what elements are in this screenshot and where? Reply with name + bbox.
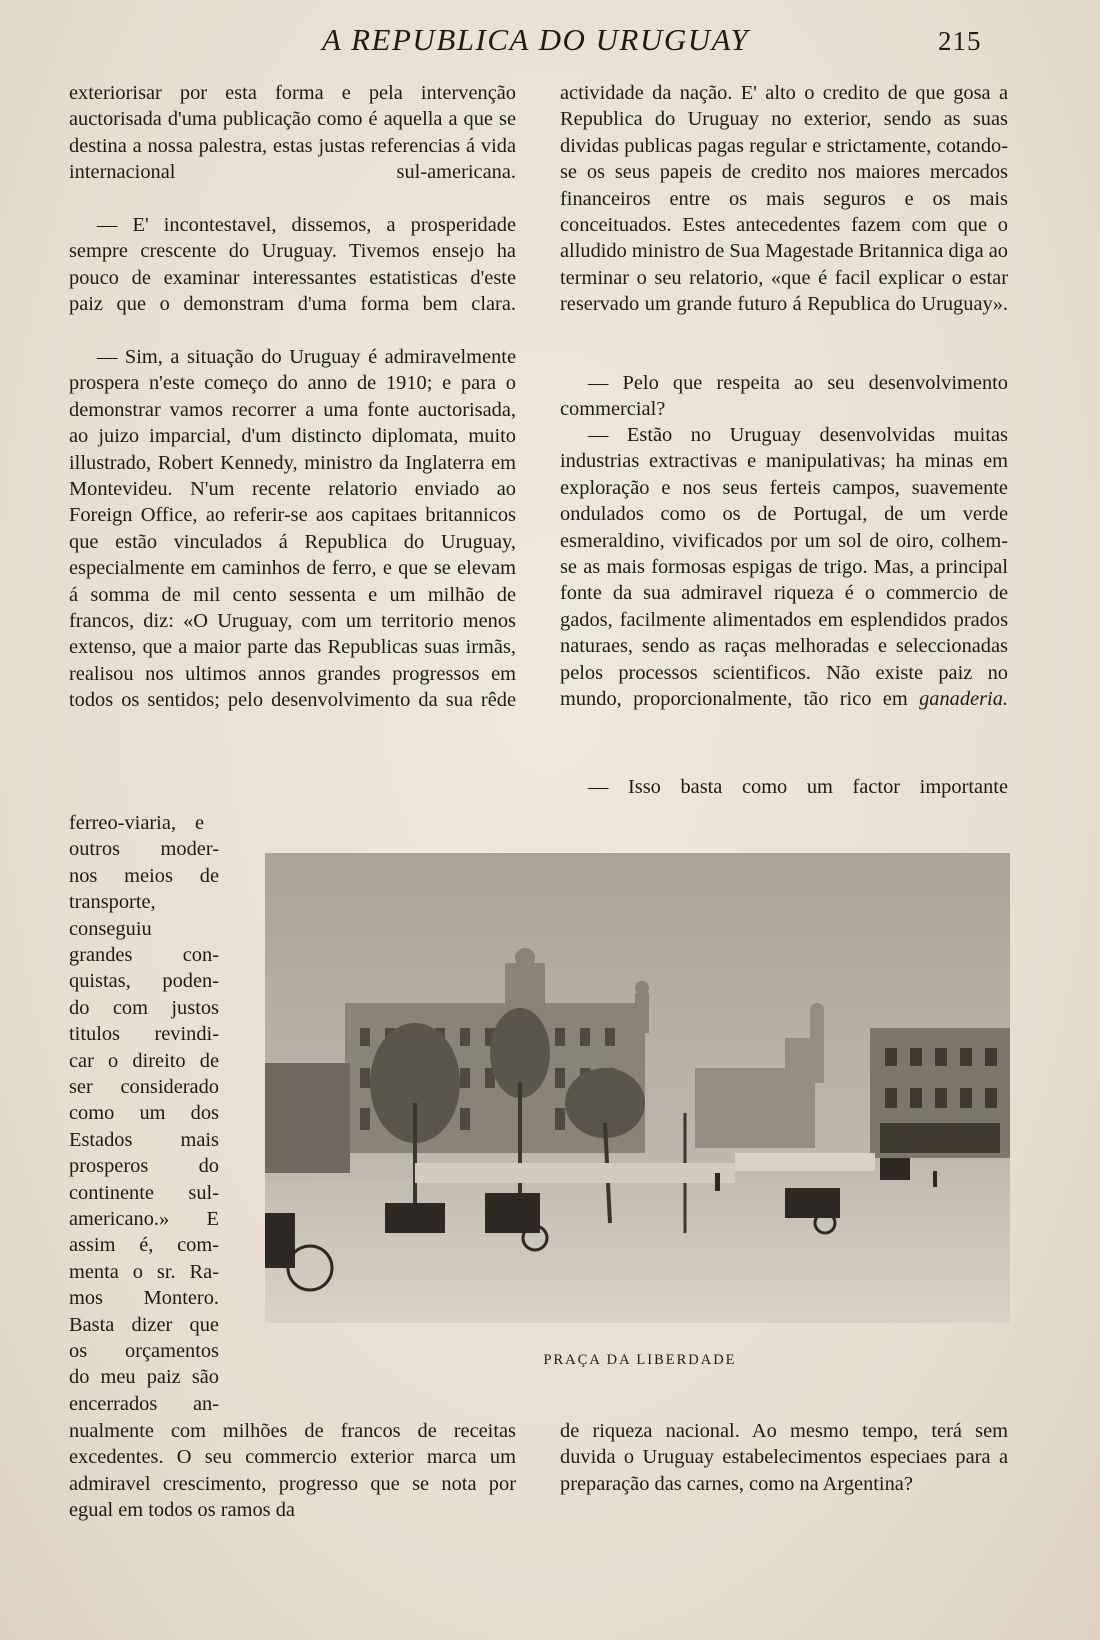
narrow-column-line: do com justos — [69, 996, 219, 1019]
right-paragraph-2: — Pelo que respeita ao seu desenvolvimento commercial? — [560, 372, 1008, 421]
narrow-column-line: Basta dizer que — [69, 1313, 219, 1336]
narrow-column-line: Estados mais — [69, 1128, 219, 1151]
narrow-column-line: titulos revindi- — [69, 1023, 219, 1046]
page-number: 215 — [938, 26, 982, 56]
narrow-column-line: assim é, com- — [69, 1234, 219, 1257]
left-paragraph-4: nualmente com milhões de francos de receitas excedentes. O seu commercio exterior marca um admiravel crescimento, progresso que se nota por egual em todos os ramos da — [69, 1420, 516, 1522]
narrow-column-line: transporte, — [69, 891, 156, 914]
narrow-column-line: como um dos — [69, 1102, 219, 1125]
right-paragraph-3: — Estão no Uruguay desenvolvidas muitas industrias extractivas e manipulativas; ha minas em exploração e nos seus ferteis campos, suavemente ondulados como os de Portugal, de um verde esmeraldino, vivificados por um sol de oiro, colhem-se as mais formosas espigas de trigo. Mas, a principal fonte da sua admiravel riqueza é o commercio de gados, facilmente alimentados em esplendidos prados naturaes, sendo as raças melhoradas e seleccionadas pelos processos scientificos. Não existe paiz no mundo, proporcionalmente, tão rico em ganaderia. — [560, 424, 1008, 711]
right-paragraph-1: actividade da nação. E' alto o credito de que gosa a Republica do Uruguay no exterior, sendo as suas dividas publicas pagas regular e strictamente, cotando-se os seus papeis de credito nos maiores mercados financeiros entre os mais seguros e os mais conceituados. Estes antecedentes fazem com que o alludido ministro de Sua Magestade Britannica diga ao terminar o seu relatorio, «que é facil explicar o estar reservado um grande futuro á Republica do Uruguay». — [560, 82, 1008, 316]
narrow-column-line: nos meios de — [69, 864, 219, 887]
narrow-column-line: grandes con- — [69, 944, 219, 966]
narrow-column-line: os orçamentos — [69, 1340, 219, 1362]
narrow-column-line: continente sul- — [69, 1181, 219, 1204]
running-title: A REPUBLICA DO URUGUAY — [322, 22, 750, 57]
narrow-column-line: mos Montero. — [69, 1287, 219, 1310]
right-paragraph-5: de riqueza nacional. Ao mesmo tempo, terá sem duvida o Uruguay estabelecimentos especiaes para a preparação das carnes, como na Argentina? — [560, 1420, 1008, 1495]
narrow-column-line: outros moder- — [69, 838, 219, 861]
narrow-column-line: prosperos do — [69, 1155, 219, 1178]
page-header — [0, 18, 1100, 68]
left-paragraph-3: — Sim, a situação do Uruguay é admiravelmente prospera n'este começo do anno de 1910; e para o demonstrar vamos recorrer a uma fonte auctorisada, ao juizo imparcial, d'um distincto diplomata, muito illustrado, Robert Kennedy, ministro da Inglaterra em Montevideu. N'um recente relatorio enviado ao Foreign Office, ao referir-se aos capitaes britannicos que estão vinculados á Republica do Uruguay, especialmente em caminhos de ferro, e que se elevam á somma de mil cento sessenta e um milhão de francos, diz: «O Uruguay, com um territorio menos extenso, que a maior parte das Republicas suas irmãs, realisou nos ultimos annos grandes progressos em todos os sentidos; pelo desenvolvimento da sua rêde — [69, 346, 516, 712]
narrow-column-line: americano.» E — [69, 1208, 219, 1230]
left-paragraph-1: exteriorisar por esta forma e pela intervenção auctorisada d'uma publicação como é aquella a que se destina a nossa palestra, estas justas referencias á vida internacional sul-americana. — [69, 82, 516, 184]
left-paragraph-2: — E' incontestavel, dissemos, a prosperidade sempre crescente do Uruguay. Tivemos ensejo ha pouco de examinar interessantes estatisticas d'este paiz que o demonstram d'uma forma bem clara. — [69, 214, 516, 316]
italic-word: ganaderia. — [919, 688, 1008, 711]
right-paragraph-4: — Isso basta como um factor importante — [588, 776, 1008, 798]
narrow-column-line: car o direito de — [69, 1049, 219, 1072]
narrow-column-line: quistas, poden- — [69, 970, 219, 993]
narrow-column-line: encerrados an- — [69, 1392, 219, 1415]
narrow-column-line: do meu paiz são — [69, 1366, 219, 1389]
plaza-photo-illustration — [265, 853, 1010, 1323]
narrow-column-line: ferreo-viaria, e — [69, 812, 204, 834]
photo-caption: PRAÇA DA LIBERDADE — [543, 1352, 737, 1368]
narrow-column-line: conseguiu — [69, 917, 152, 940]
plaza-photograph — [265, 853, 1010, 1323]
narrow-column-line: ser considerado — [69, 1076, 219, 1098]
narrow-column-line: menta o sr. Ra- — [69, 1260, 219, 1283]
